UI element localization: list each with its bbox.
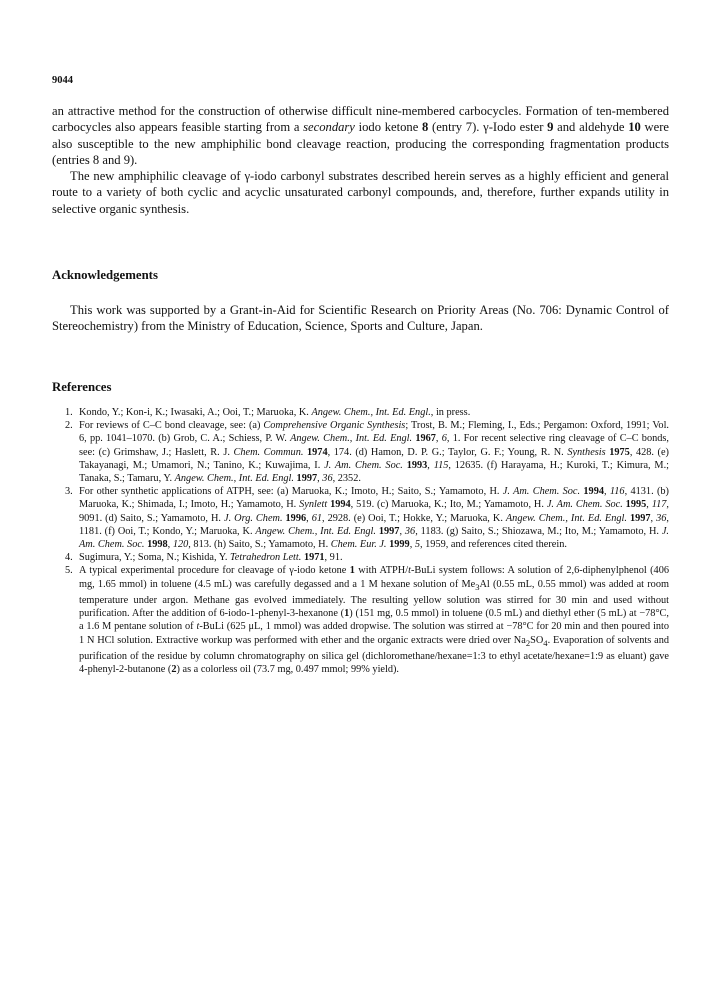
journal-name: Chem. Eur. J. xyxy=(330,539,387,551)
ref-text: , xyxy=(427,459,434,471)
ref-text: SO xyxy=(530,634,544,646)
reference-item xyxy=(52,564,669,676)
ref-year: 1993 xyxy=(406,459,428,471)
ref-text: Al (0.55 mL, 0.55 mmol) was added at room temperature under argon. Methane gas evolved immediately. The resulting yellow solution was stirred for 30 min and used without purification. After the addition of 6-iodo-1-phenyl-3-hexanone ( xyxy=(79,578,669,620)
body-paragraph-2: The new amphiphilic cleavage of γ-iodo carbonyl substrates described herein serves as a highly efficient and general route to a variety of both cyclic and acyclic unsaturated carbonyl compounds, and, therefore, further expands utility in selective organic synthesis. xyxy=(52,169,669,216)
ref-text: , xyxy=(435,433,442,445)
journal-name: J. Org. Chem. xyxy=(224,512,283,524)
ref-text: , xyxy=(399,525,405,537)
compound-number: 8 xyxy=(422,120,429,135)
ref-text: ) (151 mg, 0.5 mmol) in toluene (0.5 mL) and diethyl ether (5 mL) at −78°C, a 1.6 M pentane solution of xyxy=(79,608,669,633)
reference-number: 2. xyxy=(65,420,73,432)
ref-text: , 1181. (f) Ooi, T.; Kondo, Y.; Maruoka, K. xyxy=(79,512,669,537)
page-number: 9044 xyxy=(52,75,73,86)
journal-name: Angew. Chem., Int. Ed. Engl. xyxy=(255,525,376,537)
ref-year: 1967 xyxy=(415,433,436,445)
journal-name: Angew. Chem., Int. Ed. Engl. xyxy=(505,512,627,524)
reference-number: 3. xyxy=(65,486,73,498)
ref-text: -BuLi system follows: A solution of 2,6-diphenylphenol (406 mg, 1.65 mmol) in toluene (4.5 mL) was carefully degassed and a 1 M hexane solution of Me xyxy=(79,565,669,590)
journal-name: Chem. Commun. xyxy=(233,446,304,458)
ref-text: For reviews of C–C bond cleavage, see: (a) xyxy=(79,420,264,432)
ref-text: , 1. For recent selective ring cleavage of C–C bonds, see: (c) Grimshaw, J.; Haslett, R. J. xyxy=(79,433,669,458)
reference-number: 5. xyxy=(65,565,73,577)
ref-text: , 2352. xyxy=(332,473,361,485)
ref-text: , xyxy=(409,539,415,551)
ref-volume: 36 xyxy=(656,512,667,524)
ref-year: 1997 xyxy=(629,512,651,524)
body-text xyxy=(52,103,669,217)
reference-item xyxy=(52,406,669,419)
ref-text: , xyxy=(603,486,610,498)
ref-text: , 12635. (f) Harayama, H.; Kuroki, T.; Kimura, M.; Tanaka, S.; Tamaru, Y. xyxy=(79,459,670,485)
ref-text: , 174. (d) Hamon, D. P. G.; Taylor, G. F.; Young, R. N. xyxy=(327,446,568,458)
ref-year: 1997 xyxy=(378,525,400,537)
ref-text: , xyxy=(650,512,657,524)
ref-text: , 9091. (d) Saito, S.; Yamamoto, H. xyxy=(79,499,669,524)
ref-volume: 6 xyxy=(441,433,447,445)
text-run: iodo ketone xyxy=(354,120,422,135)
compound-number: 1 xyxy=(349,565,355,577)
ref-year: 1971 xyxy=(303,552,325,564)
italic-prefix: t xyxy=(196,621,200,633)
ref-volume: 61 xyxy=(311,512,322,524)
text-run: and aldehyde xyxy=(553,120,629,135)
reference-item xyxy=(52,485,669,551)
compound-number: 9 xyxy=(547,120,554,135)
text-run: were also susceptible to the new amphiphilic bond cleavage reaction, producing the corresponding fragmentation products (entries 8 and 9). xyxy=(52,120,670,167)
compound-number: 1 xyxy=(344,608,350,620)
journal-name: Synlett xyxy=(299,499,328,511)
ref-text: , xyxy=(306,512,312,524)
ref-text: , xyxy=(646,499,652,511)
ref-text: . Evaporation of solvents and purification of the residue by column chromatography on silica gel (dichloromethane/hexane=1:3 to ethyl acetate/hexane=1:9 as eluant) gave 4-phenyl-2-butanone ( xyxy=(79,634,669,675)
ref-year: 1995 xyxy=(625,499,647,511)
ref-volume: 5 xyxy=(414,539,420,551)
subscript: 2 xyxy=(525,637,531,648)
ref-text: Kondo, Y.; Kon-i, K.; Iwasaki, A.; Ooi, T.; Maruoka, K. xyxy=(79,407,312,418)
ref-year: 1974 xyxy=(307,446,328,458)
ref-text: , in press. xyxy=(430,407,471,418)
ref-year: 1997 xyxy=(296,473,318,485)
journal-name: Tetrahedron Lett. xyxy=(230,552,302,564)
ref-text: ) as a colorless oil (73.7 mg, 0.497 mmol; 99% yield). xyxy=(176,663,400,675)
book-title: Comprehensive Organic Synthesis xyxy=(263,420,406,432)
ref-text: , 1183. (g) Saito, S.; Shiozawa, M.; Ito, M.; Yamamoto, H. xyxy=(415,525,662,537)
ref-text: A typical experimental procedure for cleavage of γ-iodo ketone xyxy=(79,565,350,577)
subscript: 3 xyxy=(475,581,480,592)
journal-name: Angew. Chem., Int. Ed. Engl. xyxy=(290,433,413,445)
compound-number: 10 xyxy=(628,120,641,135)
reference-list xyxy=(52,406,669,676)
compound-number: 2 xyxy=(171,663,177,675)
text-run: an attractive method for the construction of otherwise difficult nine-membered carbocycles. Formation of ten-membered carbocycles also appears feasible starting from a xyxy=(52,104,669,135)
reference-item xyxy=(52,551,669,564)
subscript: 4 xyxy=(543,637,548,648)
ref-volume: 36 xyxy=(404,525,416,537)
journal-name: Synthesis xyxy=(567,446,606,458)
journal-name: J. Am. Chem. Soc. xyxy=(546,499,623,511)
ref-volume: 116 xyxy=(609,486,625,498)
ref-text: , 428. (e) Takayanagi, M.; Umamori, N.; Tanino, K.; Kuwajima, I. xyxy=(79,446,669,471)
ref-year: 1994 xyxy=(330,499,351,511)
ref-text: , xyxy=(317,473,323,485)
ref-text: Sugimura, Y.; Soma, N.; Kishida, Y. xyxy=(79,552,231,564)
reference-item xyxy=(52,419,669,485)
ref-volume: 36 xyxy=(322,473,333,485)
journal-name: Angew. Chem., Int. Ed. Engl. xyxy=(311,407,431,418)
journal-name: J. Am. Chem. Soc. xyxy=(502,486,581,498)
ref-year: 1994 xyxy=(583,486,604,498)
journal-name: J. Am. Chem. Soc. xyxy=(79,525,669,551)
ref-text: For other synthetic applications of ATPH, see: (a) Maruoka, K.; Imoto, H.; Saito, S.; Yamamoto, H. xyxy=(79,486,503,498)
ref-text: , 4131. (b) Maruoka, K.; Shimada, I.; Imoto, H.; Yamamoto, H. xyxy=(79,486,669,511)
ref-year: 1999 xyxy=(389,539,410,551)
ref-text: -BuLi (625 μL, 1 mmol) was added dropwise. The solution was stirred at −78°C for 20 min and then poured into 1 N HCl solution. Extractive workup was performed with ether and the organic extracts were dried over Na xyxy=(79,621,669,646)
ref-volume: 115 xyxy=(433,459,449,471)
ref-year: 1998 xyxy=(147,539,168,551)
text-run: (entry 7). γ-Iodo ester xyxy=(428,120,548,135)
ref-text: , xyxy=(167,539,173,551)
reference-number: 1. xyxy=(65,407,73,418)
ref-text: , 91. xyxy=(324,552,343,564)
journal-name: Angew. Chem., Int. Ed. Engl. xyxy=(174,473,294,485)
acknowledgements-text: This work was supported by a Grant-in-Aid for Scientific Research on Priority Areas (No. 706: Dynamic Control of Stereochemistry) from the Ministry of Education, Science, Sports and Culture, Japan. xyxy=(52,303,669,334)
ref-text: ; Trost, B. M.; Fleming, I., Eds.; Pergamon: Oxford, 1991; Vol. 6, pp. 1041–1070. (b) Grob, C. A.; Schiess, P. W. xyxy=(79,420,670,445)
acknowledgements-heading: Acknowledgements xyxy=(52,268,158,282)
body-paragraph-1 xyxy=(52,103,669,168)
ref-volume: 120 xyxy=(172,539,189,551)
ref-year: 1996 xyxy=(285,512,307,524)
reference-number: 4. xyxy=(65,552,73,564)
ref-text: , 2928. (e) Ooi, T.; Hokke, Y.; Maruoka, K. xyxy=(322,512,506,524)
italic-prefix: t xyxy=(408,565,411,577)
italic-term: secondary xyxy=(303,120,355,135)
journal-name: J. Am. Chem. Soc. xyxy=(324,459,403,471)
ref-text: with ATPH/ xyxy=(354,565,409,577)
ref-text: , 519. (c) Maruoka, K.; Ito, M.; Yamamoto, H. xyxy=(350,499,547,511)
ref-year: 1975 xyxy=(609,446,630,458)
references-heading: References xyxy=(52,380,112,394)
ref-text: , 1959, and references cited therein. xyxy=(420,539,567,551)
ref-volume: 117 xyxy=(651,499,667,511)
ref-text: , 813. (h) Saito, S.; Yamamoto, H. xyxy=(188,539,331,551)
